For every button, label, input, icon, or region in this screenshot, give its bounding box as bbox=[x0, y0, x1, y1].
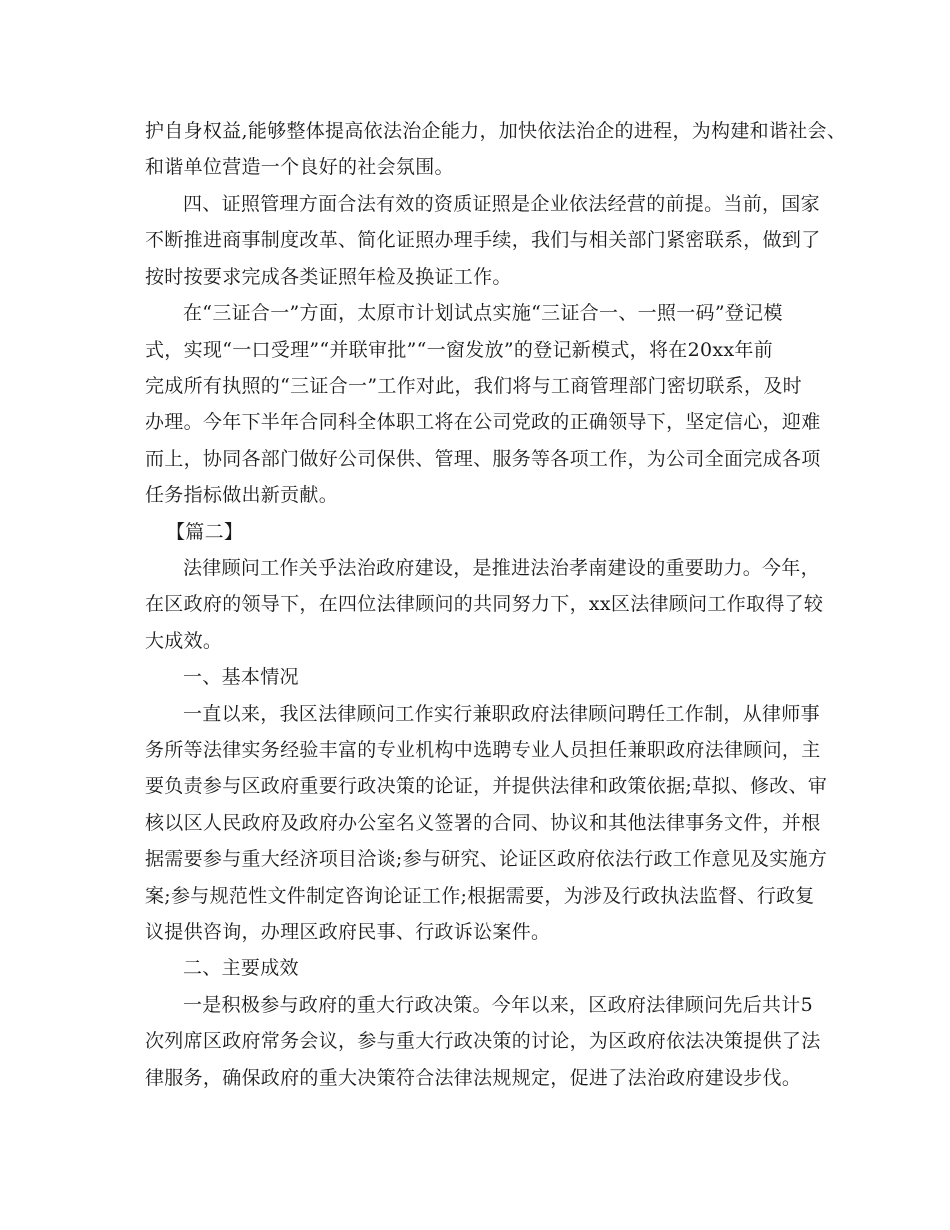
text-line: 案;参与规范性文件制定咨询论证工作;根据需要，为涉及行政执法监督、行政复 bbox=[145, 885, 815, 907]
paragraph-start-line: 一是积极参与政府的重大行政决策。今年以来，区政府法律顾问先后共计5 bbox=[183, 994, 813, 1016]
text-line: 在区政府的领导下，在四位法律顾问的共同努力下，xx区法律顾问工作取得了较 bbox=[145, 593, 824, 615]
text-line: 次列席区政府常务会议，参与重大行政决策的讨论，为区政府依法决策提供了法 bbox=[145, 1030, 821, 1052]
paragraph-start-line: 在“三证合一”方面，太原市计划试点实施“三证合一、一照一码”登记模 bbox=[183, 302, 783, 324]
text-line: 任务指标做出新贡献。 bbox=[145, 484, 339, 506]
paragraph-start-line: 一直以来，我区法律顾问工作实行兼职政府法律顾问聘任工作制，从律师事 bbox=[183, 703, 820, 725]
text-line: 核以区人民政府及政府办公室名义签署的合同、协议和其他法律事务文件，并根 bbox=[145, 812, 821, 834]
text-line: 而上，协同各部门做好公司保供、管理、服务等各项工作，为公司全面完成各项 bbox=[145, 448, 821, 470]
text-line: 议提供咨询，办理区政府民事、行政诉讼案件。 bbox=[145, 921, 551, 943]
subsection-heading: 一、基本情况 bbox=[183, 666, 299, 688]
text-line: 按时按要求完成各类证照年检及换证工作。 bbox=[145, 266, 512, 288]
text-line: 不断推进商事制度改革、简化证照办理手续，我们与相关部门紧密联系，做到了 bbox=[145, 229, 821, 251]
text-line: 办理。今年下半年合同科全体职工将在公司党政的正确领导下，坚定信心，迎难 bbox=[145, 411, 821, 433]
section-heading: 【篇二】 bbox=[166, 521, 244, 543]
text-line: 律服务，确保政府的重大决策符合法律法规规定，促进了法治政府建设步伐。 bbox=[145, 1067, 802, 1089]
text-line: 式，实现“一口受理”“并联审批”“一窗发放”的登记新模式，将在20xx年前 bbox=[145, 339, 773, 361]
text-line: 和谐单位营造一个良好的社会氛围。 bbox=[145, 156, 454, 178]
text-line: 务所等法律实务经验丰富的专业机构中选聘专业人员担任兼职政府法律顾问，主 bbox=[145, 739, 821, 761]
text-line: 要负责参与区政府重要行政决策的论证，并提供法律和政策依据;草拟、修改、审 bbox=[145, 775, 828, 797]
paragraph-start-line: 四、证照管理方面合法有效的资质证照是企业依法经营的前提。当前，国家 bbox=[183, 193, 820, 215]
subsection-heading: 二、主要成效 bbox=[183, 957, 299, 979]
text-line: 据需要参与重大经济项目洽谈;参与研究、论证区政府依法行政工作意见及实施方 bbox=[145, 848, 828, 870]
text-line: 护自身权益,能够整体提高依法治企能力，加快依法治企的进程，为构建和谐社会、 bbox=[145, 120, 847, 142]
text-line: 大成效。 bbox=[145, 630, 223, 652]
text-line: 完成所有执照的“三证合一”工作对此，我们将与工商管理部门密切联系，及时 bbox=[145, 375, 802, 397]
paragraph-start-line: 法律顾问工作关乎法治政府建设，是推进法治孝南建设的重要助力。今年， bbox=[183, 557, 820, 579]
